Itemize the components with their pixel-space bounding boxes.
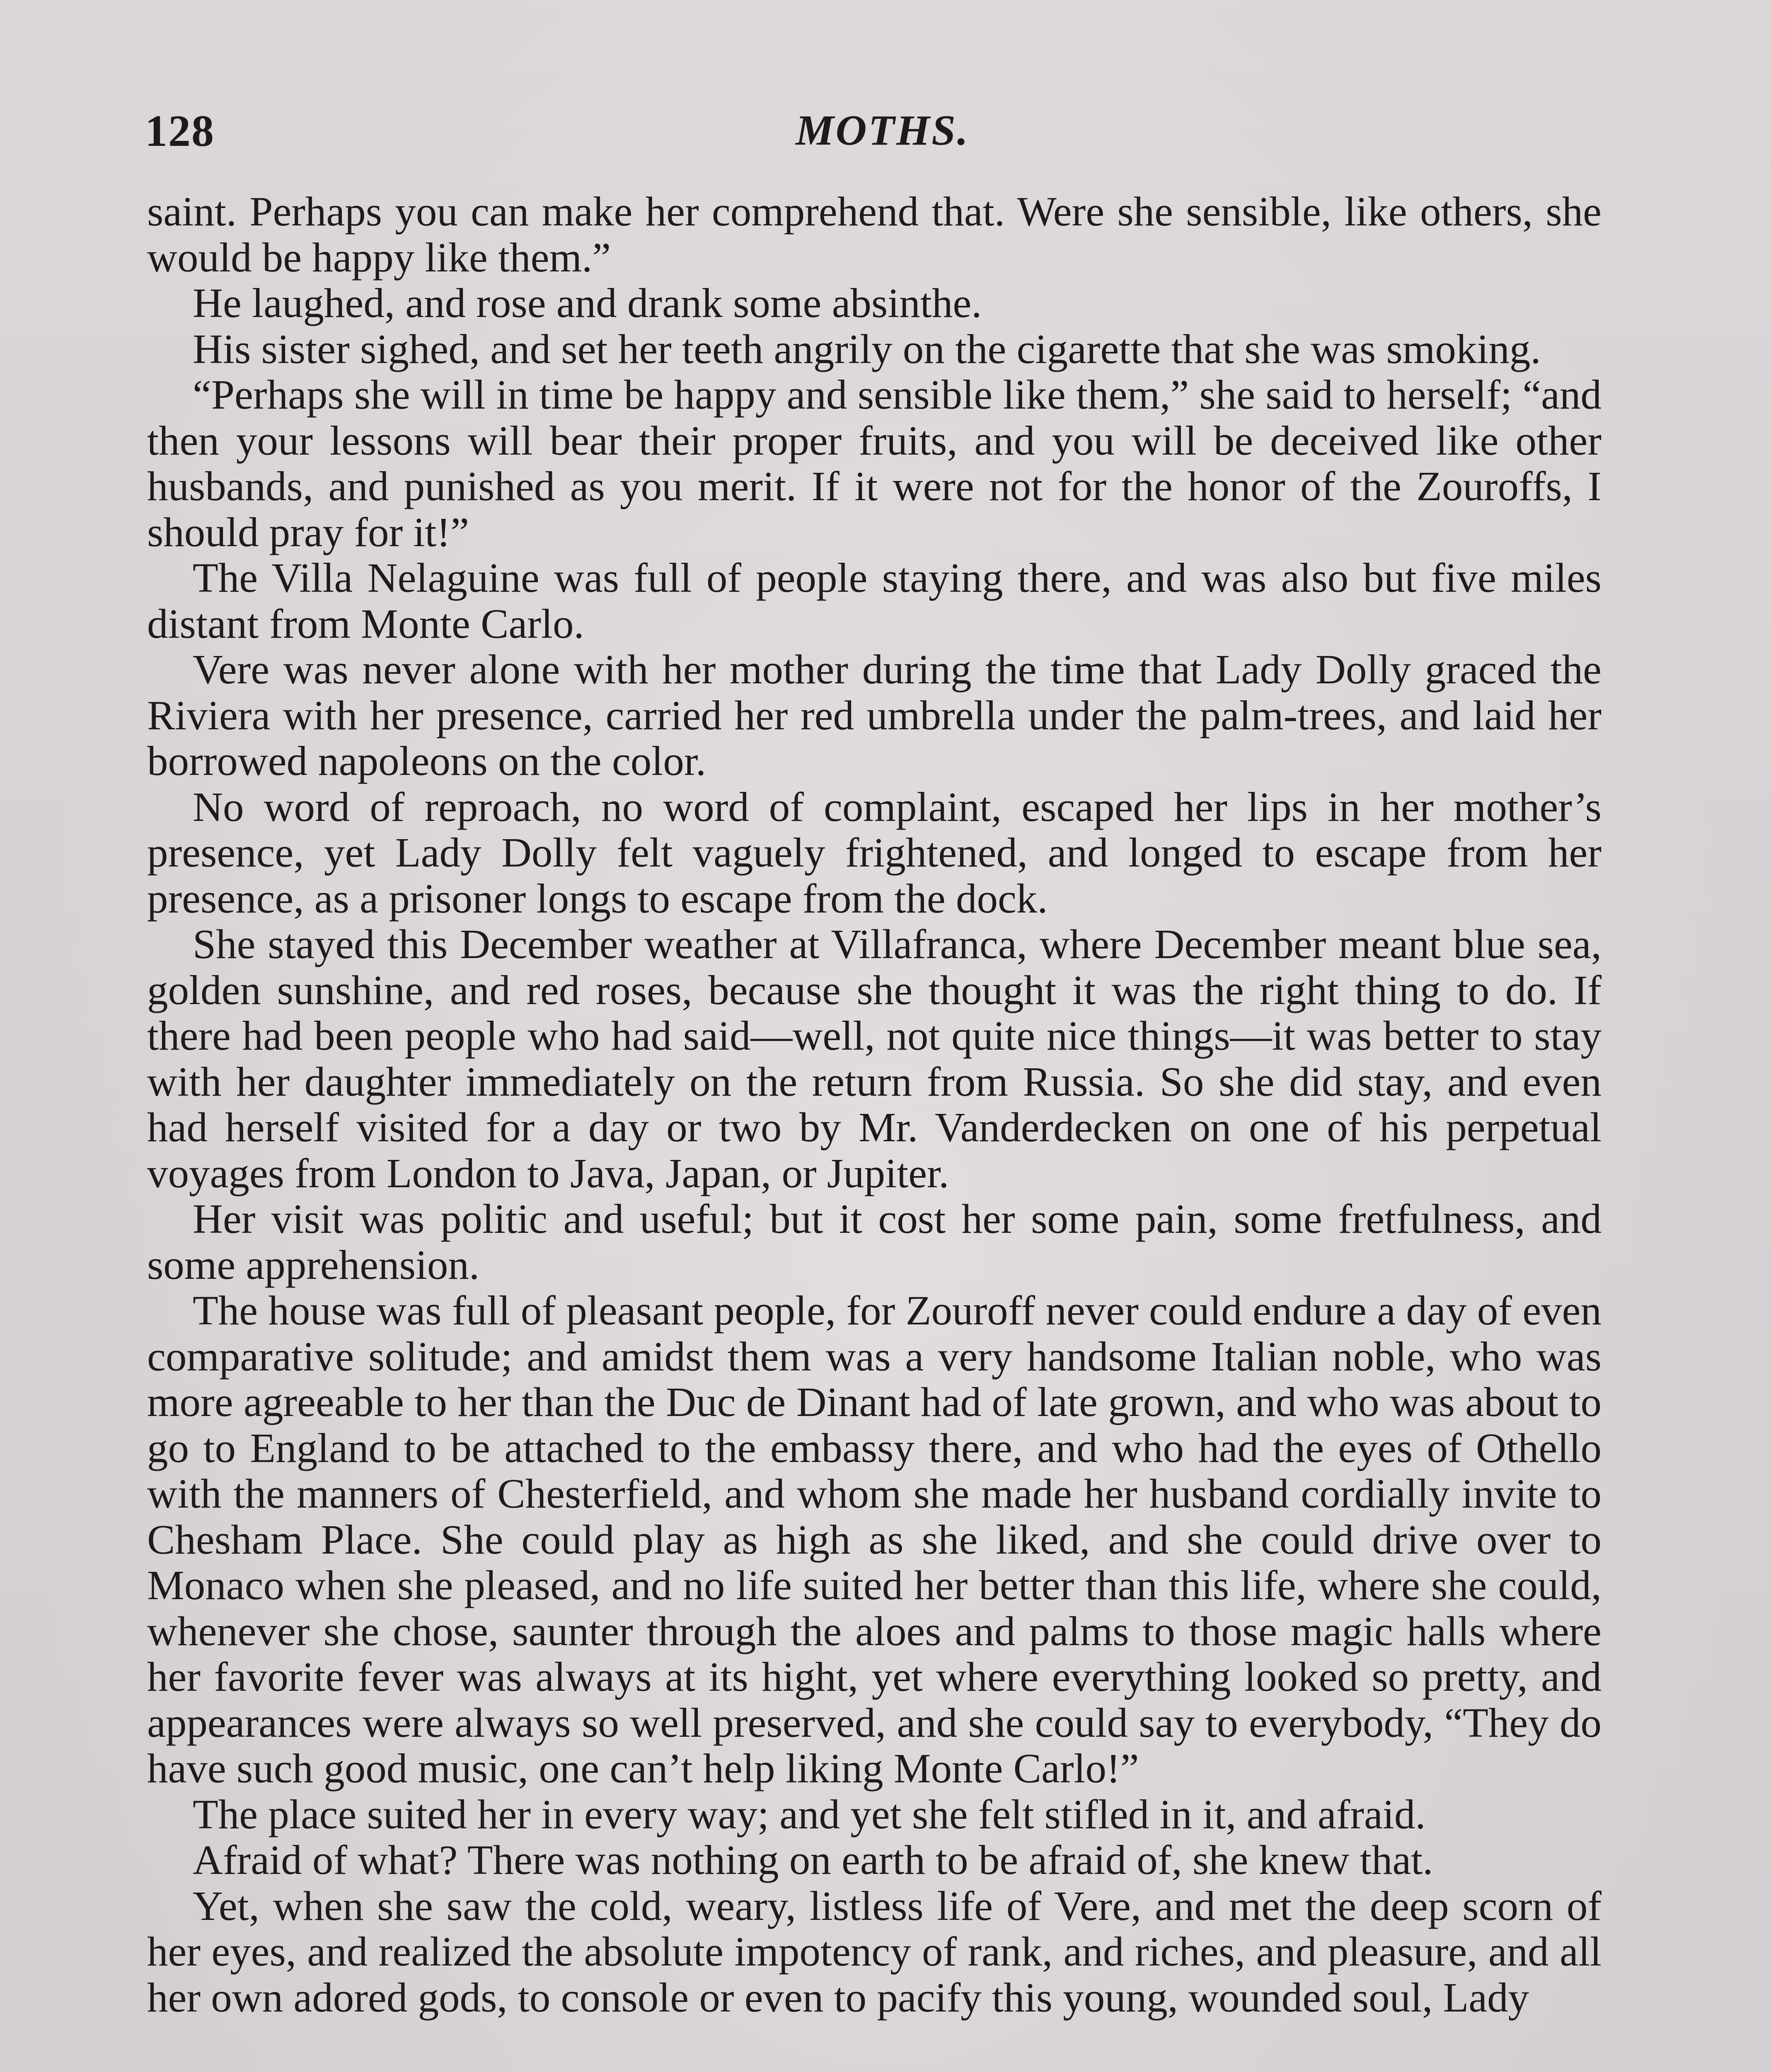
paragraph: saint. Perhaps you can make her comprehend that. Were she sensible, like others, she would be happy like them.” <box>147 188 1602 281</box>
paragraph: He laughed, and rose and drank some absinthe. <box>193 280 982 326</box>
paragraph: The place suited her in every way; and yet she felt stifled in it, and afraid. <box>193 1791 1426 1837</box>
paragraph: She stayed this December weather at Villafranca, where December meant blue sea, golden sunshine, and red roses, because she thought it was the right thing to do. If there had been people who had said—well, not quite nice things—it was better to stay with her daughter immediately on the return from Russia. So she did stay, and even had herself visited for a day or two by Mr. Vanderdecken on one of his perpetual voyages from London to Java, Japan, or Jupiter. <box>147 921 1602 1196</box>
paragraph: “Perhaps she will in time be happy and sensible like them,” she said to herself; “and then your lessons will bear their proper fruits, and you will be deceived like other husbands, and punished as you merit. If it were not for the honor of the Zouroffs, I should pray for it!” <box>147 371 1602 555</box>
body-text <box>147 189 1602 2020</box>
paragraph: Afraid of what? There was nothing on earth to be afraid of, she knew that. <box>193 1837 1433 1883</box>
paragraph: The Villa Nelaguine was full of people staying there, and was also but five miles distant from Monte Carlo. <box>147 554 1602 647</box>
paragraph: Yet, when she saw the cold, weary, listless life of Vere, and met the deep scorn of her eyes, and realized the absolute impotency of rank, and riches, and pleasure, and all her own adored gods, to console or even to pacify this young, wounded soul, Lady <box>147 1882 1602 2021</box>
running-head: MOTHS. <box>796 107 970 154</box>
paragraph: Vere was never alone with her mother during the time that Lady Dolly graced the Riviera with her presence, carried her red umbrella under the palm-trees, and laid her borrowed napoleons on the color. <box>147 646 1602 784</box>
paragraph: The house was full of pleasant people, for Zouroff never could endure a day of even comparative solitude; and amidst them was a very handsome Italian noble, who was more agreeable to her than the Duc de Dinant had of late grown, and who was about to go to England to be attached to the embassy there, and who had the eyes of Othello with the manners of Chesterfield, and whom she made her husband cordially invite to Chesham Place. She could play as high as she liked, and she could drive over to Monaco when she pleased, and no life suited her better than this life, where she could, whenever she chose, saunter through the aloes and palms to those magic halls where her favorite fever was always at its hight, yet where everything looked so pretty, and appearances were always so well preserved, and she could say to everybody, “They do have such good music, one can’t help liking Monte Carlo!” <box>147 1287 1602 1791</box>
paragraph: No word of reproach, no word of complaint, escaped her lips in her mother’s presence, yet Lady Dolly felt vaguely frightened, and longed to escape from her presence, as a prisoner longs to escape from the dock. <box>147 783 1602 922</box>
page-number: 128 <box>145 107 215 156</box>
paragraph: Her visit was politic and useful; but it cost her some pain, some fretfulness, and some apprehension. <box>147 1196 1602 1288</box>
page-header <box>145 106 1620 164</box>
paragraph: His sister sighed, and set her teeth angrily on the cigarette that she was smoking. <box>193 325 1541 372</box>
